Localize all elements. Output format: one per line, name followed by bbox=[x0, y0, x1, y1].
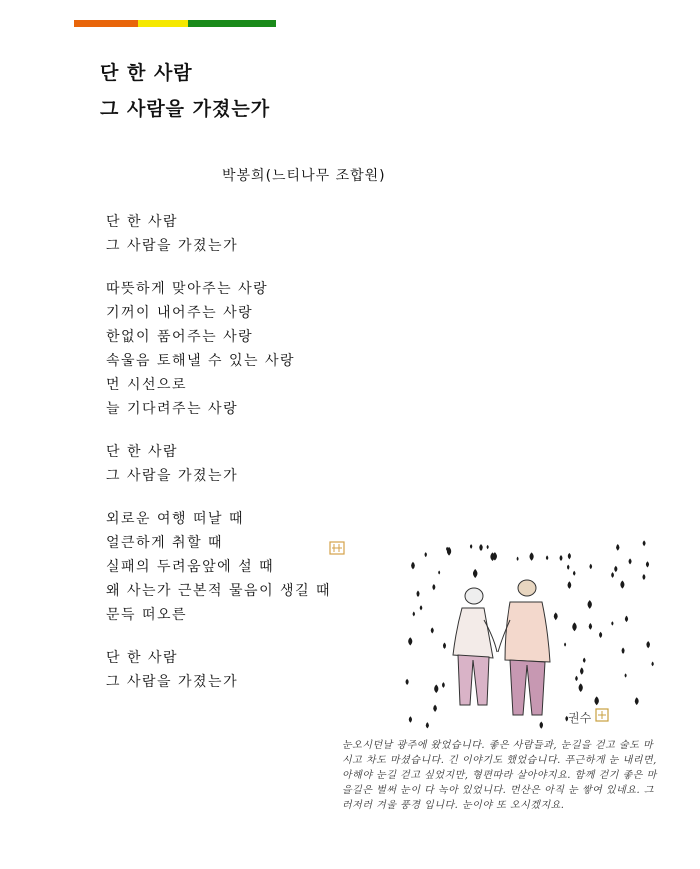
poem-line: 기꺼이 내어주는 사랑 bbox=[106, 305, 254, 321]
poem-line: 단 한 사람 bbox=[106, 214, 178, 230]
snowflake bbox=[646, 641, 650, 648]
poem-line: 한없이 품어주는 사랑 bbox=[106, 329, 254, 345]
snowflake bbox=[635, 697, 639, 705]
snowflake bbox=[443, 642, 446, 648]
svg-text:권수: 권수 bbox=[568, 711, 592, 725]
poem-line: 그 사람을 가졌는가 bbox=[106, 238, 239, 254]
poem-line: 속울음 토해낼 수 있는 사랑 bbox=[106, 353, 296, 369]
snowflake bbox=[517, 557, 519, 561]
snowflake bbox=[589, 623, 592, 630]
snowflake bbox=[625, 673, 627, 677]
snowflake bbox=[424, 552, 426, 557]
snowflake bbox=[583, 658, 586, 663]
snowflake bbox=[651, 662, 653, 667]
color-bar bbox=[74, 20, 276, 27]
poem-stanza bbox=[106, 277, 336, 421]
snowflake bbox=[629, 558, 632, 564]
artist-signature bbox=[568, 709, 608, 725]
snowflake bbox=[546, 555, 548, 560]
snowflake bbox=[572, 622, 576, 631]
snowflake bbox=[580, 667, 584, 674]
snowflake bbox=[643, 540, 646, 546]
snowflake bbox=[432, 584, 435, 590]
color-bar-orange bbox=[74, 20, 138, 27]
author-line: 박봉희(느티나무 조합원) bbox=[222, 168, 386, 184]
poem-stanza bbox=[106, 507, 336, 627]
snowflake bbox=[442, 682, 445, 688]
snowflake bbox=[409, 716, 412, 723]
color-bar-green bbox=[188, 20, 276, 27]
snowflake bbox=[642, 574, 645, 580]
snowflake bbox=[406, 679, 409, 685]
snowflake bbox=[470, 544, 472, 549]
snowflake bbox=[567, 581, 571, 589]
snowflake bbox=[411, 562, 415, 570]
poem-line: 문득 떠오른 bbox=[106, 607, 188, 623]
snowflake bbox=[431, 627, 434, 633]
snowflake bbox=[487, 545, 489, 549]
snowflake bbox=[573, 571, 576, 576]
snowflake bbox=[568, 553, 571, 559]
snowflake bbox=[433, 705, 437, 712]
page-title-line1: 단 한 사람 bbox=[100, 62, 193, 84]
snowflake bbox=[420, 605, 423, 610]
snowflake bbox=[567, 565, 570, 570]
snowflake bbox=[473, 569, 477, 578]
snowflake bbox=[579, 683, 583, 692]
poem-line: 늘 기다려주는 사랑 bbox=[106, 401, 239, 417]
poem-line: 단 한 사람 bbox=[106, 650, 178, 666]
snowflake bbox=[625, 616, 628, 622]
snowflake bbox=[413, 612, 415, 617]
poem-body bbox=[106, 210, 336, 713]
poem-line: 외로운 여행 떠날 때 bbox=[106, 511, 245, 527]
snowflake bbox=[589, 564, 592, 569]
snowflake bbox=[559, 555, 562, 561]
snowflake bbox=[426, 722, 429, 728]
snowflake bbox=[434, 685, 438, 693]
poem-line: 얼큰하게 취할 때 bbox=[106, 535, 224, 551]
snowflake bbox=[408, 637, 412, 645]
poem-line: 왜 사는가 근본적 물음이 생길 때 bbox=[106, 583, 332, 599]
poem-stanza bbox=[106, 210, 336, 258]
snowflake bbox=[611, 621, 613, 625]
poem-line: 먼 시선으로 bbox=[106, 377, 188, 393]
snowflake bbox=[620, 580, 624, 588]
poem-stanza bbox=[106, 646, 336, 694]
poem-line: 단 한 사람 bbox=[106, 444, 178, 460]
poem-line: 그 사람을 가졌는가 bbox=[106, 674, 239, 690]
snowflake bbox=[614, 566, 617, 572]
poem-line: 그 사람을 가졌는가 bbox=[106, 468, 239, 484]
snowflake bbox=[529, 552, 533, 560]
color-bar-yellow bbox=[138, 20, 188, 27]
right-figure bbox=[498, 580, 550, 715]
snowflake bbox=[599, 632, 602, 638]
snowflake bbox=[438, 570, 440, 574]
snowflake bbox=[479, 544, 483, 551]
snowflake bbox=[588, 600, 592, 609]
snowflake bbox=[621, 648, 624, 654]
snowflake bbox=[554, 612, 558, 620]
page-title-line2: 그 사람을 가졌는가 bbox=[100, 98, 271, 120]
snowflake bbox=[564, 643, 566, 647]
snowflake bbox=[646, 561, 649, 567]
handwritten-note: 눈오시던날 광주에 왔었습니다. 좋은 사람들과, 눈길을 걷고 술도 마시고 차도 마셨습니다. 긴 이야기도 했었습니다. 푸근하게 눈 내리면, 아해야 눈길 걷고 싶었지만, 형편따라 살아야지요. 함께 걷기 좋은 마을길은 벌써 눈이 다 녹아 있었니다. 먼산은 아직 눈 쌓여 있네요. 그러저러 겨울 풍경 입니다. 눈이야 또 오시겠지요. bbox=[342, 740, 657, 811]
snowflake bbox=[594, 696, 598, 705]
poem-line: 실패의 두려움앞에 설 때 bbox=[106, 559, 275, 575]
left-figure bbox=[453, 588, 497, 705]
snowflake bbox=[616, 544, 619, 551]
snowflake bbox=[416, 590, 419, 596]
snowflake bbox=[611, 572, 614, 578]
small-seal-stamp bbox=[330, 542, 344, 554]
snowflake bbox=[575, 676, 578, 681]
poem-stanza bbox=[106, 440, 336, 488]
snowflake bbox=[539, 722, 543, 729]
poem-line: 따뜻하게 맞아주는 사랑 bbox=[106, 281, 269, 297]
